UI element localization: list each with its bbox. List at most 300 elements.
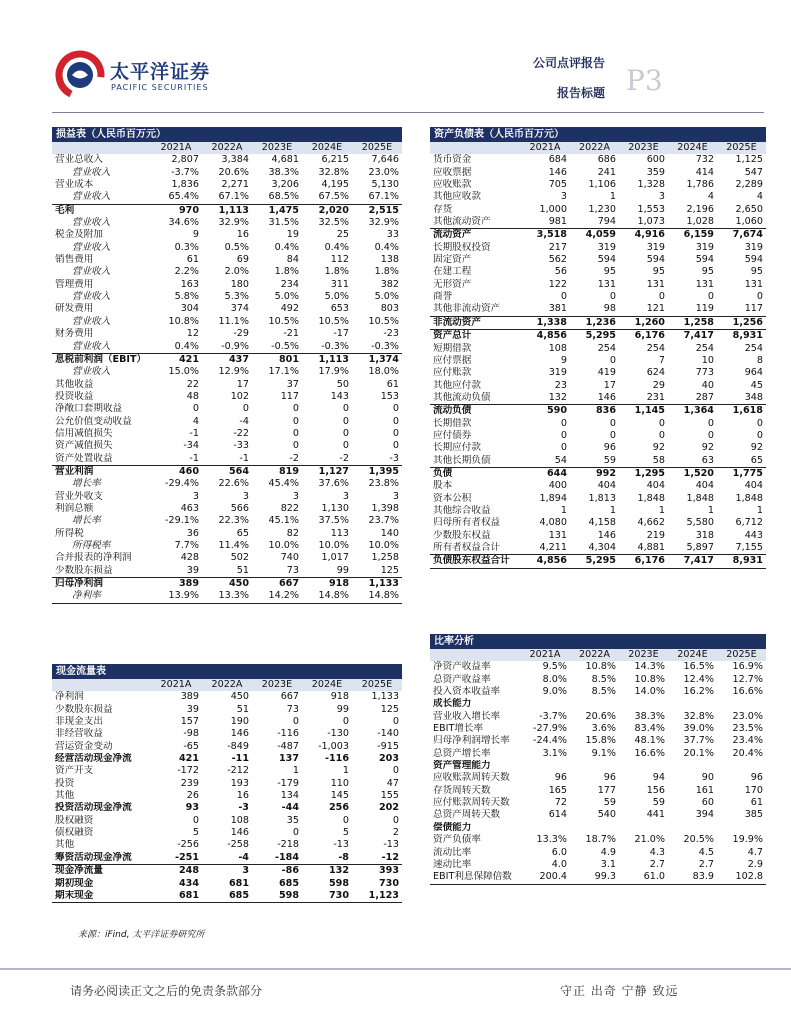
table-row: [52, 827, 402, 839]
year-header: 2024E: [302, 142, 352, 154]
table-row: [430, 834, 766, 846]
row-label: 债权融资: [55, 827, 94, 839]
cell-value: 200.4: [520, 871, 570, 884]
cell-value: 685: [202, 890, 252, 903]
cell-value: 4: [707, 191, 714, 203]
cell-value: 14.8%: [302, 590, 352, 603]
logo-name-cn: 太平洋证券: [110, 61, 211, 83]
table-row: [430, 367, 766, 379]
table-row: [430, 505, 766, 517]
cell-value: 131: [695, 278, 714, 290]
cell-value: 4,856: [520, 330, 570, 343]
cell-value: 0: [392, 765, 399, 777]
cell-value: 16.2%: [683, 686, 714, 698]
cell-value: 4,681: [271, 154, 299, 166]
cell-value: -212: [227, 765, 249, 777]
cell-value: 1,813: [588, 492, 616, 504]
cell-value: 566: [230, 502, 249, 514]
cell-value: -29: [233, 328, 249, 340]
cell-value: -130: [327, 728, 349, 740]
cell-value: 22: [186, 378, 199, 390]
cell-value: 143: [330, 390, 349, 402]
table-row: [52, 552, 402, 564]
cell-value: 16.9%: [732, 661, 763, 673]
cell-value: 137: [278, 753, 299, 765]
row-label: 营业收入: [72, 241, 111, 253]
table-row: [52, 540, 402, 552]
row-label: 流动比率: [433, 846, 472, 858]
cell-value: 0: [292, 440, 299, 452]
cell-value: -0.9%: [221, 340, 249, 352]
year-header-row: [430, 649, 766, 661]
cell-value: 0: [342, 403, 349, 415]
cell-value: 319: [597, 241, 616, 253]
year-header: 2025E: [717, 142, 766, 154]
cell-value: 84: [286, 254, 299, 266]
cell-value: 231: [646, 391, 665, 403]
cell-value: 95: [701, 266, 714, 278]
cell-value: 163: [180, 278, 199, 290]
table-row: [430, 455, 766, 468]
row-label: 其他长期负债: [433, 454, 491, 466]
cell-value: -98: [183, 728, 199, 740]
cell-value: 1,374: [352, 353, 402, 366]
cell-value: 254: [597, 342, 616, 354]
table-row: [430, 380, 766, 392]
cell-value: 165: [548, 784, 567, 796]
cell-value: 20.4%: [732, 747, 763, 759]
cell-value: 594: [597, 254, 616, 266]
cell-value: 121: [646, 303, 665, 315]
cell-value: 2,020: [302, 204, 352, 217]
cell-value: 502: [230, 552, 249, 564]
cell-value: 4,195: [321, 179, 349, 191]
cell-value: 389: [180, 691, 199, 703]
cell-value: 38.3%: [634, 710, 665, 722]
row-label: 归母所有者权益: [433, 517, 501, 529]
cell-value: 2.7: [649, 858, 665, 870]
table-row: [52, 890, 402, 903]
cell-value: 59: [652, 797, 665, 809]
cell-value: 239: [180, 777, 199, 789]
cell-value: 14.8%: [352, 590, 402, 603]
cell-value: 8,931: [717, 555, 766, 568]
cell-value: -116: [277, 728, 299, 740]
cell-value: [520, 698, 570, 710]
header-blank: [430, 142, 520, 154]
cell-value: 3: [392, 490, 399, 502]
cell-value: 0: [292, 427, 299, 439]
cell-value: 23.7%: [368, 515, 399, 527]
row-label: 存货周转天数: [433, 784, 491, 796]
cell-value: 156: [646, 784, 665, 796]
row-label: 成长能力: [433, 698, 472, 710]
cell-value: 2,515: [352, 204, 402, 217]
table-row: [52, 878, 402, 890]
cell-value: 23: [554, 379, 567, 391]
cell-value: 2: [392, 827, 399, 839]
table-row: [430, 822, 766, 834]
row-label: 非流动资产: [430, 316, 520, 329]
cell-value: 108: [230, 814, 249, 826]
cell-value: 73: [286, 564, 299, 576]
table-row: [52, 366, 402, 378]
table-row: [52, 704, 402, 716]
cell-value: 16.6%: [634, 747, 665, 759]
header-divider: [52, 112, 764, 113]
header-blank: [52, 679, 150, 691]
table-row: [52, 478, 402, 490]
cell-value: [717, 822, 766, 834]
table-row: [430, 430, 766, 442]
cell-value: -21: [283, 328, 299, 340]
ratio-analysis-title: 比率分析: [430, 634, 766, 649]
cell-value: -218: [277, 839, 299, 851]
cell-value: 1,113: [202, 204, 252, 217]
row-label: 负债股东权益合计: [430, 555, 520, 568]
row-label: 投资活动现金净流: [55, 802, 132, 814]
cell-value: 311: [330, 278, 349, 290]
cell-value: 319: [548, 367, 567, 379]
year-header: 2025E: [352, 679, 402, 691]
row-label: 所有者权益合计: [433, 542, 501, 553]
cell-value: [570, 760, 619, 772]
cell-value: 0: [242, 403, 249, 415]
cell-value: 624: [646, 367, 665, 379]
footer-divider: [0, 968, 791, 970]
cell-value: 145: [330, 790, 349, 802]
cell-value: 421: [178, 753, 199, 765]
cell-value: 1,398: [371, 502, 399, 514]
table-row: [52, 217, 402, 229]
cell-value: 96: [750, 772, 763, 784]
table-row: [52, 839, 402, 851]
table-row: [430, 698, 766, 710]
row-label: 管理费用: [55, 278, 94, 290]
cell-value: 0: [342, 440, 349, 452]
cell-value: 39.0%: [683, 723, 714, 735]
cell-value: 21.0%: [634, 834, 665, 846]
cell-value: 56: [554, 266, 567, 278]
cell-value: 4,158: [588, 517, 616, 529]
table-row: [52, 491, 402, 503]
cell-value: 385: [744, 809, 763, 821]
cell-value: -0.3%: [371, 340, 399, 352]
cell-value: 35: [286, 814, 299, 826]
row-label: 净利率: [52, 590, 150, 603]
cell-value: 421: [150, 353, 202, 366]
cell-value: 217: [548, 241, 567, 253]
cell-value: 92: [701, 442, 714, 454]
cell-value: 836: [570, 405, 619, 418]
cell-value: 26: [186, 790, 199, 802]
cell-value: 0: [560, 442, 567, 454]
cell-value: 1.8%: [374, 266, 399, 278]
cell-value: 2,650: [735, 203, 763, 215]
row-label: EBIT增长率: [433, 723, 484, 735]
cell-value: 132: [548, 391, 567, 403]
row-label: 应收票据: [433, 166, 472, 178]
cell-value: 0: [658, 429, 665, 441]
table-row: [430, 686, 766, 698]
cell-value: 562: [548, 254, 567, 266]
cell-value: 23.0%: [368, 166, 399, 178]
cell-value: 12.4%: [683, 673, 714, 685]
cell-value: 1,125: [735, 154, 763, 166]
cell-value: 9.1%: [591, 747, 616, 759]
row-label: 少数股东损益: [55, 564, 113, 576]
cell-value: 17.1%: [268, 366, 299, 378]
balance-sheet-title: 资产负债表（人民币百万元）: [430, 127, 766, 142]
table-row: [52, 154, 402, 166]
table-row: [52, 453, 402, 466]
cell-value: 4,059: [570, 229, 619, 242]
cell-value: -11: [231, 753, 249, 765]
cell-value: 564: [202, 465, 252, 478]
cell-value: 112: [330, 254, 349, 266]
cell-value: 99.3: [570, 871, 619, 884]
table-row: [430, 154, 766, 166]
cell-value: 5.0%: [324, 291, 349, 303]
table-row: [430, 542, 766, 555]
cell-value: 2.7: [698, 858, 714, 870]
row-label: 投资: [55, 777, 75, 789]
table-row: [430, 405, 766, 418]
row-label: 所得税: [55, 527, 84, 539]
cell-value: 1,848: [637, 492, 665, 504]
cell-value: 6,176: [619, 330, 668, 343]
table-row: [52, 229, 402, 241]
row-label: 应收账款: [433, 179, 472, 191]
cell-value: 5.0%: [374, 291, 399, 303]
table-row: [430, 555, 766, 568]
cell-value: 9.0%: [542, 686, 567, 698]
row-label: 营业收入: [72, 315, 111, 327]
cell-value: 11.1%: [218, 315, 249, 327]
year-header: 2022A: [202, 142, 252, 154]
cell-value: -3: [389, 452, 399, 464]
cell-value: 14.2%: [252, 590, 302, 603]
cell-value: 83.4%: [634, 723, 665, 735]
cell-value: 146: [230, 827, 249, 839]
row-label: 资产负债率: [433, 834, 481, 846]
row-label: 少数股东权益: [433, 529, 491, 541]
cell-value: 10.5%: [368, 315, 399, 327]
cell-value: 3: [192, 490, 199, 502]
cell-value: 0: [609, 354, 616, 366]
table-row: [430, 674, 766, 686]
cell-value: [570, 698, 619, 710]
cell-value: 1,260: [619, 316, 668, 329]
row-label: 归母净利润: [52, 578, 150, 591]
cell-value: 16.6%: [732, 686, 763, 698]
table-row: [52, 565, 402, 578]
table-row: [430, 735, 766, 747]
cell-value: 68.5%: [268, 191, 299, 203]
cell-value: -258: [227, 839, 249, 851]
table-row: [52, 379, 402, 391]
table-row: [430, 480, 766, 492]
cell-value: 1,338: [520, 316, 570, 329]
cell-value: 16.5%: [683, 661, 714, 673]
cell-value: 3: [292, 490, 299, 502]
cell-value: 61: [750, 797, 763, 809]
table-row: [52, 254, 402, 266]
cell-value: 0: [756, 291, 763, 303]
cell-value: 4.7: [747, 846, 763, 858]
cell-value: 0: [609, 417, 616, 429]
cell-value: 8: [756, 354, 763, 366]
cell-value: 14.3%: [634, 661, 665, 673]
cell-value: 1,848: [735, 492, 763, 504]
cell-value: 140: [380, 527, 399, 539]
table-row: [430, 291, 766, 303]
table-row: [430, 661, 766, 673]
row-label: 应付账款周转天数: [433, 797, 510, 809]
cell-value: 4: [756, 191, 763, 203]
income-statement-title: 损益表（人民币百万元）: [52, 127, 402, 142]
cell-value: 4,916: [619, 229, 668, 242]
cell-value: -24.4%: [533, 735, 567, 747]
table-row: [430, 242, 766, 254]
cell-value: 4,080: [539, 517, 567, 529]
cell-value: 1,028: [686, 216, 714, 228]
row-label: 应付票据: [433, 354, 472, 366]
row-label: 营业收入: [72, 217, 111, 229]
row-label: 所得税率: [72, 540, 111, 551]
cell-value: 254: [744, 342, 763, 354]
cell-value: 970: [150, 204, 202, 217]
cell-value: 61: [186, 254, 199, 266]
cell-value: 381: [548, 303, 567, 315]
cell-value: 382: [380, 278, 399, 290]
cell-value: 1,328: [637, 179, 665, 191]
cell-value: -12: [381, 851, 399, 863]
cell-value: 65: [236, 527, 249, 539]
cell-value: [520, 760, 570, 772]
table-row: [430, 167, 766, 179]
row-label: 在建工程: [433, 266, 472, 278]
year-header: 2021A: [520, 649, 570, 661]
cell-value: 0: [392, 814, 399, 826]
cell-value: 3.1: [600, 858, 616, 870]
row-label: 偿债能力: [433, 821, 472, 833]
table-row: [430, 467, 766, 480]
cell-value: 254: [646, 342, 665, 354]
row-label: 增长率: [72, 478, 101, 490]
cell-value: 0.4%: [274, 241, 299, 253]
table-row: [430, 266, 766, 278]
cell-value: 644: [520, 467, 570, 480]
cell-value: 4,881: [637, 542, 665, 553]
cell-value: 131: [597, 278, 616, 290]
cell-value: -184: [274, 851, 299, 863]
cell-value: 32.8%: [683, 710, 714, 722]
cell-value: -4: [239, 415, 249, 427]
table-row: [430, 179, 766, 191]
row-label: 期初现金: [55, 877, 94, 889]
row-label: 其他流动资产: [433, 216, 491, 228]
cell-value: 1: [342, 765, 349, 777]
table-row: [52, 802, 402, 814]
cell-value: 95: [750, 266, 763, 278]
cell-value: 180: [230, 278, 249, 290]
cell-value: 5,897: [686, 542, 714, 553]
cell-value: 1,133: [371, 691, 399, 703]
cell-value: 11.4%: [218, 540, 249, 551]
cell-value: 10.8%: [585, 661, 616, 673]
cell-value: 20.6%: [585, 710, 616, 722]
cell-value: 3.1%: [542, 747, 567, 759]
cell-value: 157: [180, 716, 199, 728]
cell-value: 1,000: [539, 203, 567, 215]
cell-value: 241: [597, 166, 616, 178]
table-row: [52, 416, 402, 428]
year-header-row: [430, 142, 766, 154]
cell-value: 131: [548, 529, 567, 541]
cell-value: 45.1%: [268, 515, 299, 527]
table-row: [52, 852, 402, 865]
cell-value: [619, 698, 668, 710]
cell-value: 1,553: [637, 203, 665, 215]
cell-value: -251: [174, 851, 199, 863]
cell-value: 434: [178, 877, 199, 889]
table-row: [52, 266, 402, 278]
cell-value: 92: [652, 442, 665, 454]
cell-value: 686: [597, 154, 616, 166]
cell-value: 119: [695, 303, 714, 315]
cell-value: 0: [658, 417, 665, 429]
cell-value: 20.6%: [218, 166, 249, 178]
cell-value: 138: [380, 254, 399, 266]
row-label: 股权融资: [55, 814, 94, 826]
cell-value: 4.3: [649, 846, 665, 858]
cell-value: 96: [603, 772, 616, 784]
year-header: 2025E: [352, 142, 402, 154]
table-row: [430, 748, 766, 760]
header-blank: [52, 142, 150, 154]
table-row: [52, 790, 402, 802]
row-label: 资产总计: [430, 330, 520, 343]
cell-value: -29.4%: [165, 478, 199, 490]
cell-value: 23.4%: [732, 735, 763, 747]
cell-value: -65: [183, 740, 199, 752]
balance-sheet-table: [430, 142, 766, 569]
cell-value: 594: [646, 254, 665, 266]
cell-value: 39: [186, 564, 199, 576]
row-label: 速动比率: [433, 858, 472, 870]
row-label: 营业收入: [72, 191, 111, 203]
table-row: [430, 316, 766, 329]
table-row: [52, 590, 402, 603]
cell-value: 598: [328, 877, 349, 889]
cell-value: 1,123: [352, 890, 402, 903]
cell-value: 801: [252, 353, 302, 366]
cell-value: 1,060: [735, 216, 763, 228]
cell-value: 1: [292, 765, 299, 777]
cell-value: 0: [342, 427, 349, 439]
cell-value: 20.5%: [683, 834, 714, 846]
cell-value: -23: [383, 328, 399, 340]
year-header: 2024E: [302, 679, 352, 691]
row-label: 长期借款: [433, 417, 472, 429]
report-type: 公司点评报告: [533, 56, 606, 70]
cashflow-table: [52, 679, 402, 903]
cell-value: -27.9%: [533, 723, 567, 735]
cell-value: 1,258: [371, 552, 399, 564]
cell-value: 667: [280, 691, 299, 703]
row-label: 少数股东损益: [55, 703, 113, 715]
